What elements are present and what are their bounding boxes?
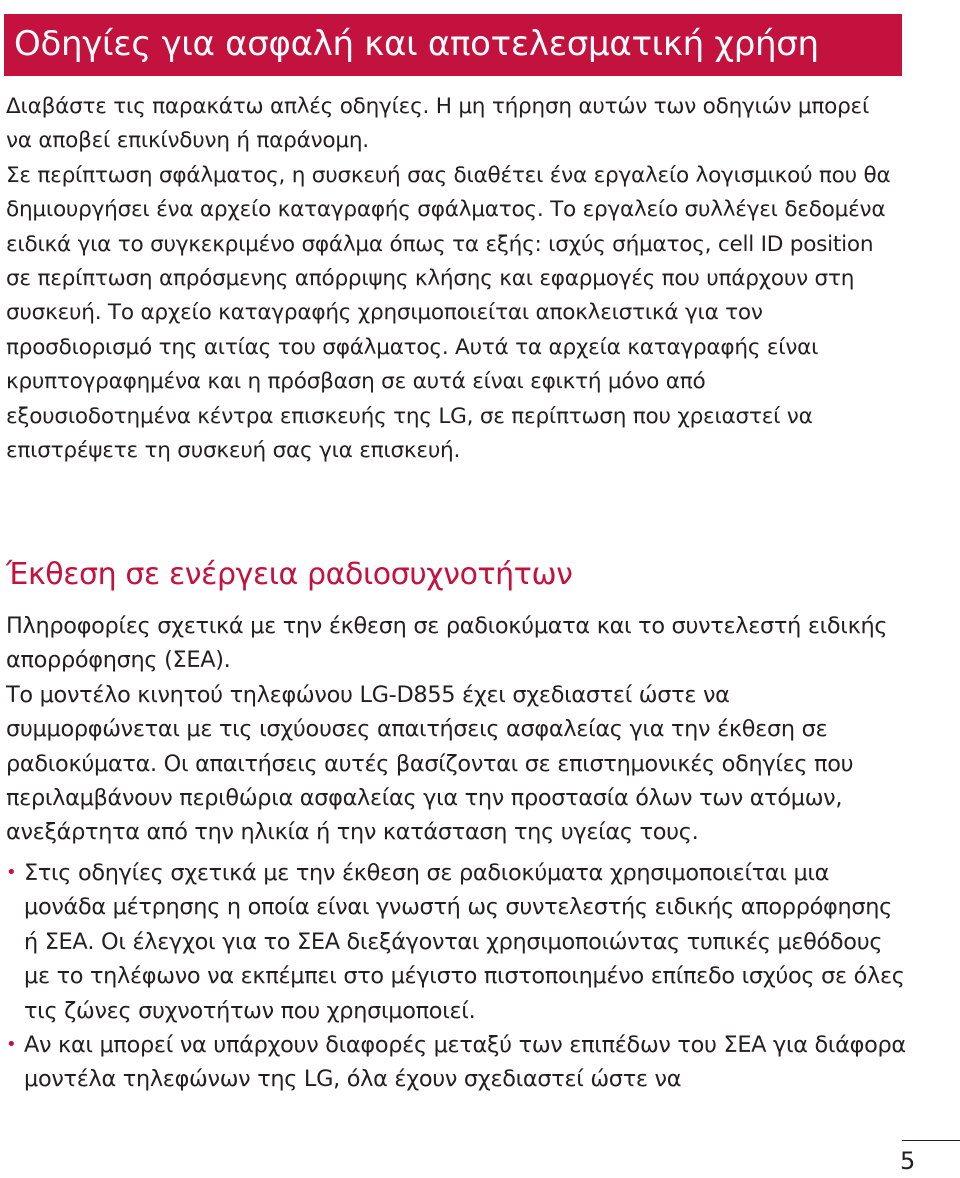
intro-paragraph: Διαβάστε τις παρακάτω απλές οδηγίες. Η μη τήρηση αυτών των οδηγιών μπορεί να αποβεί επικίνδυνη ή παράνομη. — [6, 94, 870, 154]
rf-bullet-list — [6, 856, 906, 1097]
bullet-icon: • — [6, 1034, 17, 1056]
page-number: 5 — [900, 1147, 916, 1175]
footer-divider — [902, 1140, 960, 1141]
bullet-icon: • — [6, 862, 17, 883]
header-banner — [4, 14, 902, 76]
intro-section — [6, 90, 896, 468]
list-item-text: Στις οδηγίες σχετικά με την έκθεση σε ραδιοκύματα χρησιμοποιείται μια μονάδα μέτρησης η οποία είναι γνωστή ως συντελεστής ειδικής απορρόφησης ή ΣΕΑ. Οι έλεγχοι για το ΣΕΑ διεξάγονται χρησιμοποιώντας τυπικές μεθόδους με το τηλέφωνο να εκπέμπει στο μέγιστο πιστοποιημένο επίπεδο ισχύος σε όλες τις ζώνες συχνοτήτων που χρησιμοποιεί. — [24, 860, 905, 1024]
rf-section-body — [6, 609, 906, 850]
list-item — [6, 856, 906, 1028]
section-heading: Έκθεση σε ενέργεια ραδιοσυχνοτήτων — [6, 557, 573, 592]
list-item — [6, 1028, 906, 1097]
rf-paragraph: Πληροφορίες σχετικά με την έκθεση σε ραδιοκύματα και το συντελεστή ειδικής απορρόφησης (ΣΕΑ). — [6, 613, 888, 674]
page-title: Οδηγίες για ασφαλή και αποτελεσματική χρήση — [14, 24, 819, 64]
intro-paragraph: Σε περίπτωση σφάλματος, η συσκευή σας διαθέτει ένα εργαλείο λογισμικού που θα δημιουργήσει ένα αρχείο καταγραφής σφάλματος. Το εργαλείο συλλέγει δεδομένα ειδικά για το συγκεκριμένο σφάλμα όπως τα εξής: ισχύς σήματος, cell ID position σε περίπτωση απρόσμενης απόρριψης κλήσης και εφαρμογές που υπάρχουν στη συσκευή. Το αρχείο καταγραφής χρησιμοποιείται αποκλειστικά για τον προσδιορισμό της αιτίας του σφάλματος. Αυτά τα αρχεία καταγραφής είναι κρυπτογραφημένα και η πρόσβαση σε αυτά είναι εφικτή μόνο από εξουσιοδοτημένα κέντρα επισκευής της LG, σε περίπτωση που χρειαστεί να επιστρέψετε τη συσκευή σας για επισκευή. — [6, 162, 891, 464]
rf-paragraph: Το μοντέλο κινητού τηλεφώνου LG-D855 έχει σχεδιαστεί ώστε να συμμορφώνεται με τις ισχύουσες απαιτήσεις ασφαλείας για την έκθεση σε ραδιοκύματα. Οι απαιτήσεις αυτές βασίζονται σε επιστημονικές οδηγίες που περιλαμβάνουν περιθώρια ασφαλείας για την προστασία όλων των ατόμων, ανεξάρτητα από την ηλικία ή την κατάσταση της υγείας τους. — [6, 681, 854, 846]
list-item-text: Αν και μπορεί να υπάρχουν διαφορές μεταξύ των επιπέδων του ΣΕΑ για διάφορα μοντέλα τηλεφώνων της LG, όλα έχουν σχεδιαστεί ώστε να — [24, 1032, 906, 1093]
